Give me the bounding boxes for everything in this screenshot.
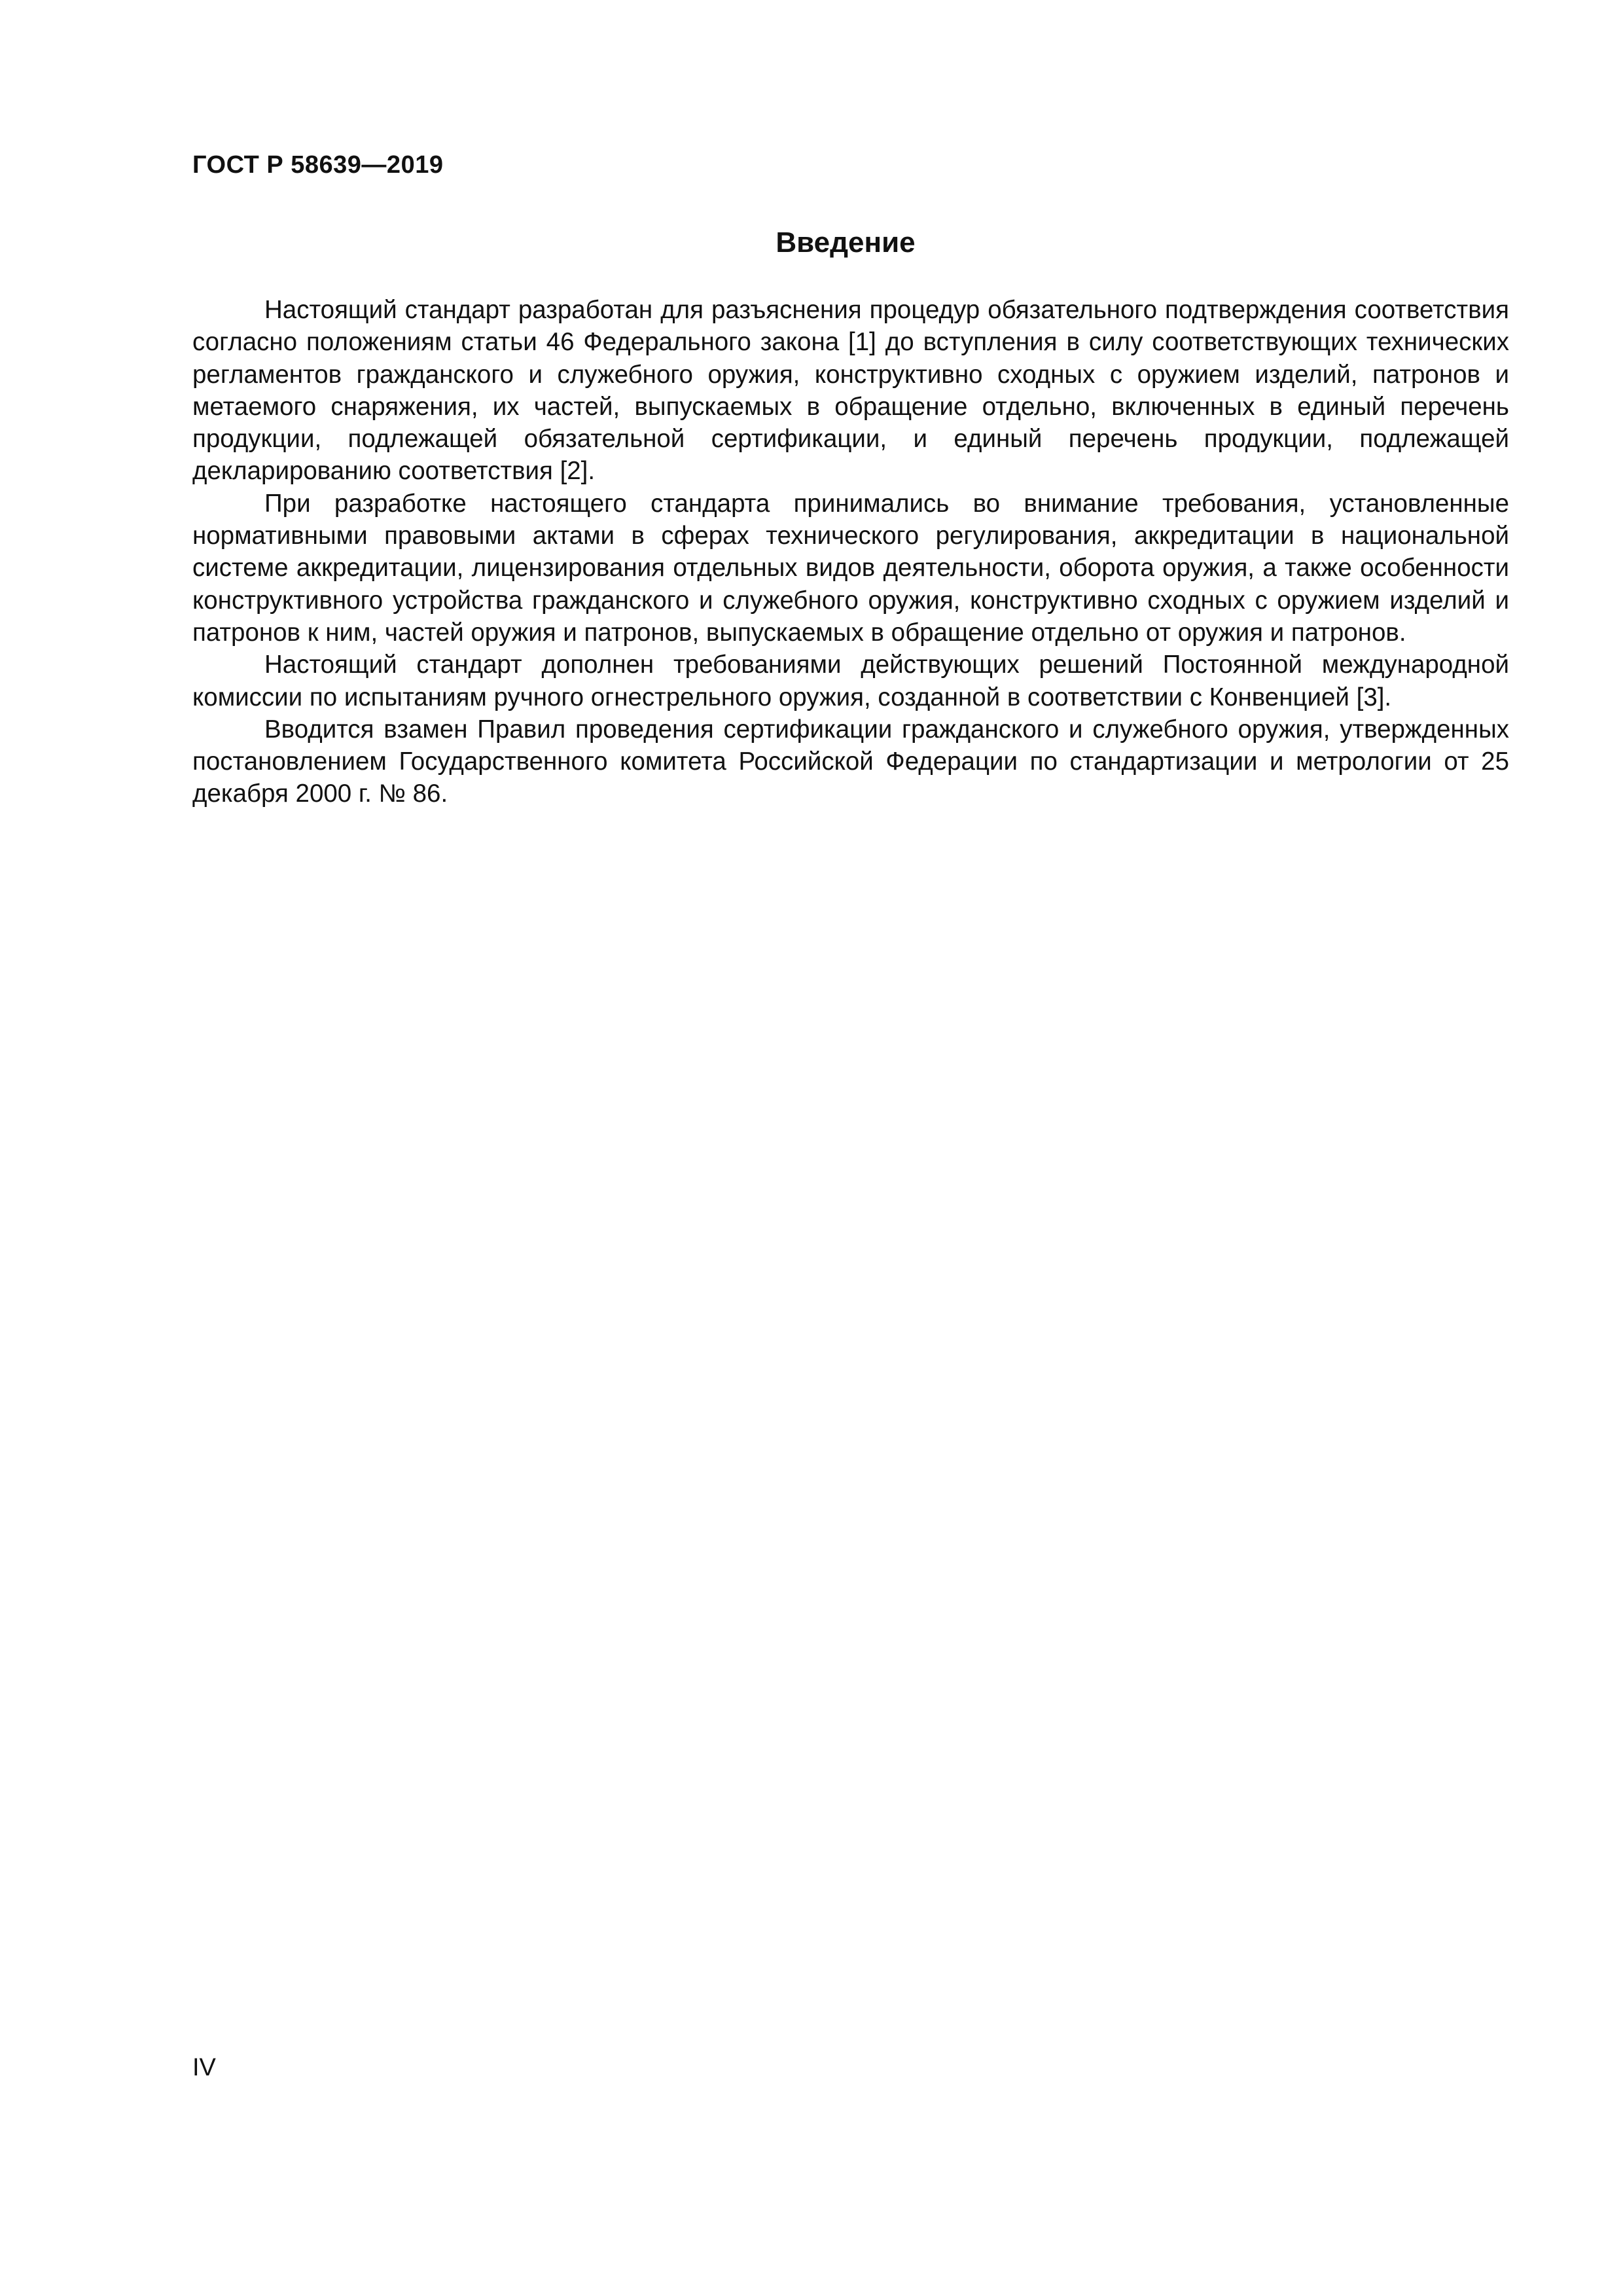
paragraph-replacement: Вводится взамен Правил проведения сертификации гражданского и служебного оружия, утвержденных постановлением Государственного комитета Российской Федерации по стандартизации и метрологии от 25 декабря 2000 г. № 86. bbox=[192, 715, 1509, 808]
paragraph-supplement: Настоящий стандарт дополнен требованиями действующих решений Постоянной международной комиссии по испытаниям ручного огнестрельного оружия, созданной в соответствии с Конвенцией [3]. bbox=[192, 651, 1509, 711]
introduction-body bbox=[192, 294, 1509, 810]
page-number: IV bbox=[192, 2054, 216, 2081]
paragraph-purpose: Настоящий стандарт разработан для разъяснения процедур обязательного подтверждения соответствия согласно положениям статьи 46 Федерального закона [1] до вступления в силу соответствующих технических регламентов гражданского и служебного оружия, конструктивно сходных с оружием изделий, патронов и метаемого снаряжения, их частей, выпускаемых в обращение отдельно, включенных в единый перечень продукции, подлежащей обязательной сертификации, и единый перечень продукции, подлежащей декларированию соответствия [2]. bbox=[192, 296, 1509, 486]
section-title: Введение bbox=[776, 226, 916, 259]
document-code: ГОСТ Р 58639—2019 bbox=[192, 151, 444, 179]
paragraph-considerations: При разработке настоящего стандарта принимались во внимание требования, установленные нормативными правовыми актами в сферах технического регулирования, аккредитации в национальной системе аккредитации, лицензирования отдельных видов деятельности, оборота оружия, а также особенности конструктивного устройства гражданского и служебного оружия, конструктивно сходных с оружием изделий и патронов к ним, частей оружия и патронов, выпускаемых в обращение отдельно от оружия и патронов. bbox=[192, 489, 1509, 647]
